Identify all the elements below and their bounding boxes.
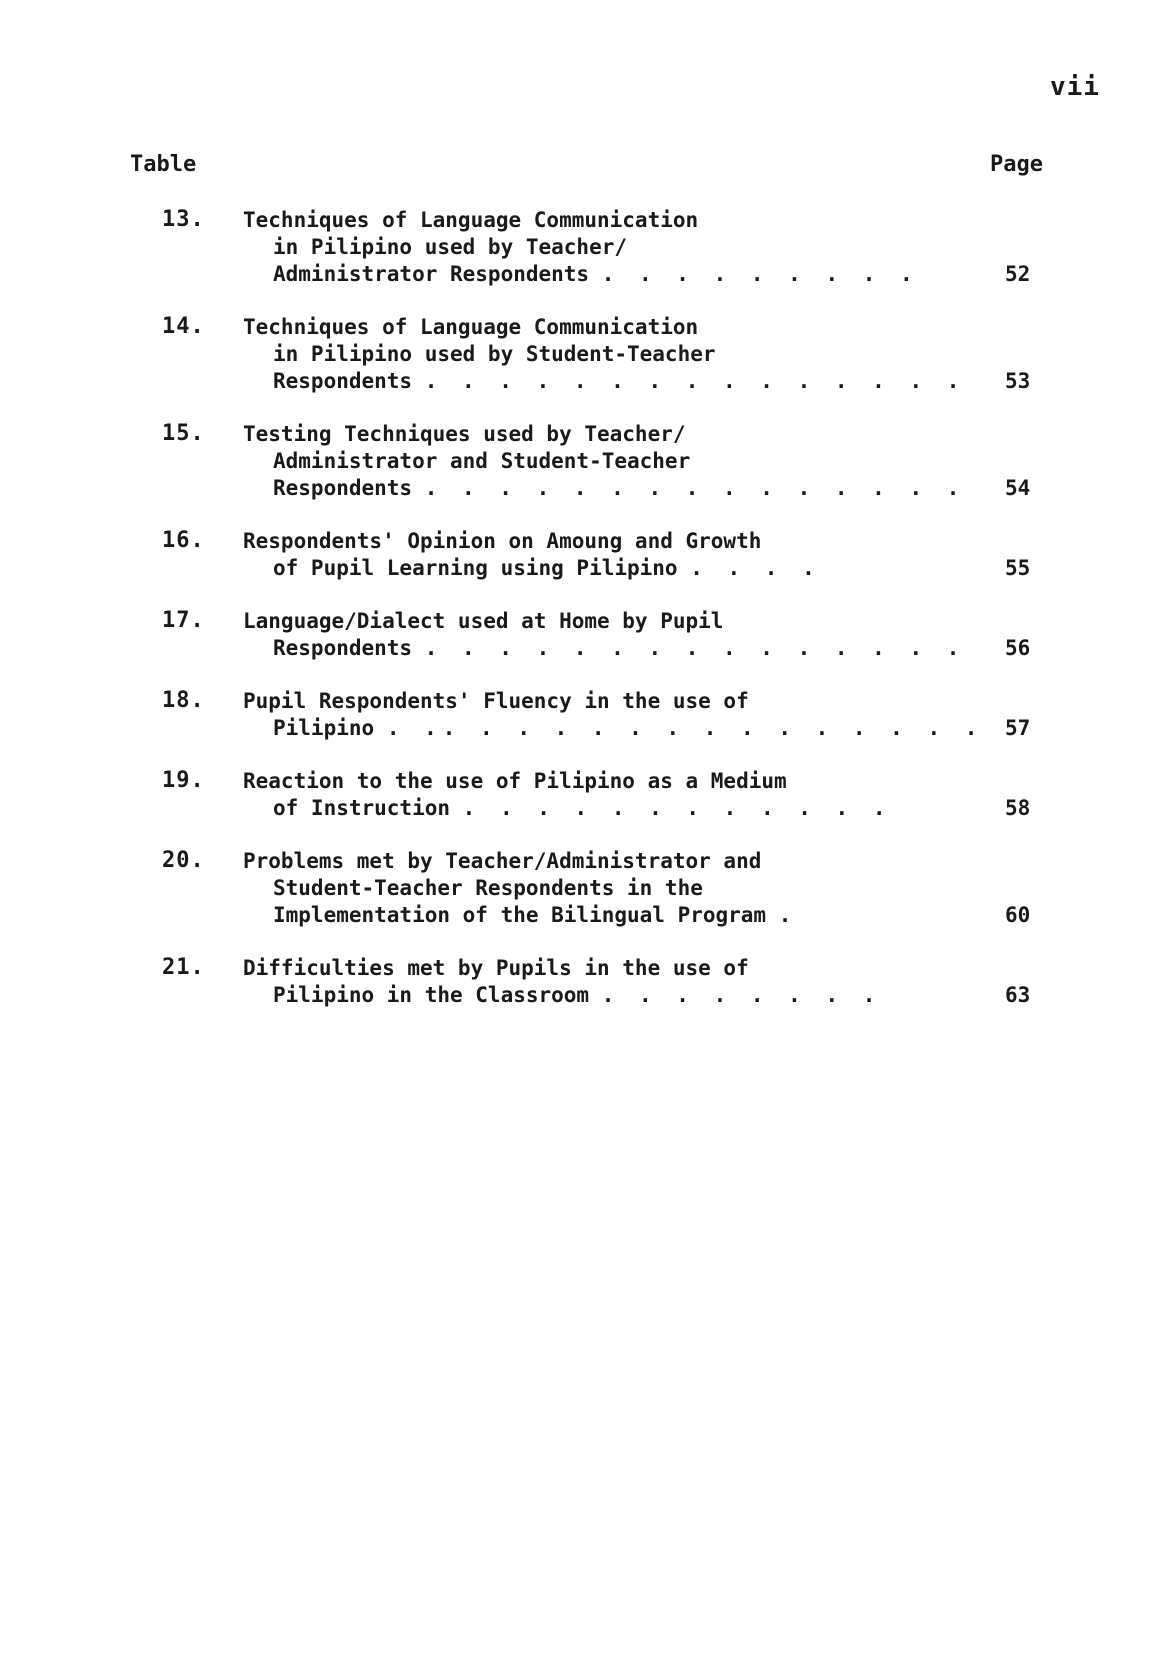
title-text: Respondents	[273, 369, 413, 393]
title-line	[243, 608, 943, 635]
title-line	[243, 715, 984, 742]
leader-dots: . . . . . . . . . . . . . . .	[424, 476, 966, 500]
page-ref: 56	[1005, 636, 1031, 660]
toc-entry	[0, 768, 1175, 822]
title-line	[243, 528, 943, 555]
title-line	[243, 207, 943, 234]
page-column-header: Page	[990, 152, 1043, 177]
title-line	[243, 795, 943, 822]
title-line	[243, 314, 943, 341]
leader-dots: . . . . . . . . .	[601, 262, 919, 286]
table-title	[243, 955, 943, 1009]
title-text: Respondents' Opinion on Amoung and Growth	[243, 529, 762, 553]
table-title	[243, 421, 966, 502]
title-text: in Pilipino used by Teacher/	[273, 235, 628, 259]
page-ref: 57	[1005, 716, 1031, 740]
table-title	[243, 688, 984, 742]
page-number: vii	[1050, 72, 1100, 102]
title-text: Respondents	[273, 476, 413, 500]
page-ref: 52	[1005, 262, 1031, 286]
table-title	[243, 207, 943, 288]
table-title	[243, 768, 943, 822]
page-ref: 53	[1005, 369, 1031, 393]
page-ref: 60	[1005, 903, 1031, 927]
title-line	[243, 982, 943, 1009]
title-line	[243, 234, 943, 261]
toc-entry	[0, 955, 1175, 1009]
leader-dots: . . . . . . . . . . . .	[462, 796, 892, 820]
page-ref: 63	[1005, 983, 1031, 1007]
title-line	[243, 688, 943, 715]
title-line	[243, 475, 966, 502]
title-text: of Pupil Learning using Pilipino	[273, 556, 678, 580]
leader-dots: . . . . . . . .	[601, 983, 882, 1007]
table-number: 21.	[162, 955, 205, 980]
title-text: Problems met by Teacher/Administrator and	[243, 849, 762, 873]
title-text: Student-Teacher Respondents in the	[273, 876, 703, 900]
title-line	[243, 421, 943, 448]
leader-dots: . .. . . . . . . . . . . . . . .	[386, 716, 984, 740]
leader-dots: .	[778, 903, 798, 927]
table-number: 16.	[162, 528, 205, 553]
title-line	[243, 261, 943, 288]
title-text: Pilipino in the Classroom	[273, 983, 590, 1007]
table-title	[243, 608, 966, 662]
table-number: 13.	[162, 207, 205, 232]
toc-entry	[0, 314, 1175, 395]
title-line	[243, 848, 943, 875]
title-line	[243, 902, 943, 929]
title-line	[243, 341, 943, 368]
title-text: Implementation of the Bilingual Program	[273, 903, 767, 927]
title-line	[243, 635, 966, 662]
table-number: 18.	[162, 688, 205, 713]
title-text: Difficulties met by Pupils in the use of	[243, 956, 749, 980]
leader-dots: . . . . . . . . . . . . . . .	[424, 636, 966, 660]
title-text: Respondents	[273, 636, 413, 660]
title-text: Language/Dialect used at Home by Pupil	[243, 609, 724, 633]
title-text: of Instruction	[273, 796, 451, 820]
title-text: Reaction to the use of Pilipino as a Medium	[243, 769, 787, 793]
list-of-tables	[0, 207, 1175, 1035]
title-text: Testing Techniques used by Teacher/	[243, 422, 686, 446]
page-ref: 54	[1005, 476, 1031, 500]
title-text: Administrator Respondents	[273, 262, 590, 286]
title-text: Pilipino	[273, 716, 375, 740]
table-title	[243, 528, 943, 582]
toc-entry	[0, 207, 1175, 288]
title-line	[243, 768, 943, 795]
title-text: Administrator and Student-Teacher	[273, 449, 691, 473]
title-text: in Pilipino used by Student-Teacher	[273, 342, 716, 366]
table-title	[243, 314, 966, 395]
toc-entry	[0, 848, 1175, 929]
table-number: 14.	[162, 314, 205, 339]
title-text: Techniques of Language Communication	[243, 315, 699, 339]
toc-entry	[0, 421, 1175, 502]
table-title	[243, 848, 943, 929]
toc-entry	[0, 528, 1175, 582]
page-ref: 55	[1005, 556, 1031, 580]
table-column-header: Table	[130, 152, 197, 177]
leader-dots: . . . . . . . . . . . . . . .	[424, 369, 966, 393]
title-line	[243, 875, 943, 902]
table-number: 19.	[162, 768, 205, 793]
title-text: Techniques of Language Communication	[243, 208, 699, 232]
title-line	[243, 955, 943, 982]
leader-dots: . . . .	[690, 556, 821, 580]
table-number: 17.	[162, 608, 205, 633]
page-ref: 58	[1005, 796, 1031, 820]
table-number: 20.	[162, 848, 205, 873]
toc-entry	[0, 688, 1175, 742]
toc-entry	[0, 608, 1175, 662]
title-text: Pupil Respondents' Fluency in the use of	[243, 689, 749, 713]
title-line	[243, 448, 943, 475]
table-number: 15.	[162, 421, 205, 446]
title-line	[243, 555, 943, 582]
title-line	[243, 368, 966, 395]
